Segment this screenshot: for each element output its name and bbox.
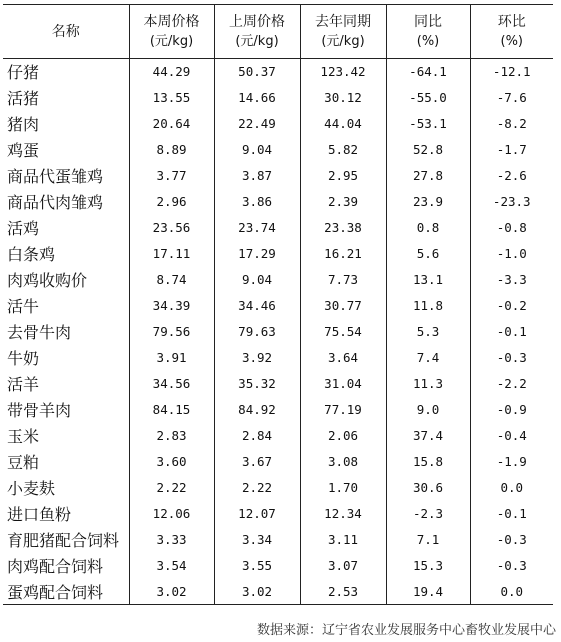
header-name (3, 5, 129, 59)
table-row (3, 397, 553, 423)
table-body (3, 59, 553, 605)
last-week-price-cell: 3.86 (214, 189, 300, 215)
item-name-cell: 活猪 (3, 85, 129, 111)
last-year-price-cell: 2.95 (300, 163, 386, 189)
last-week-price-cell: 9.04 (214, 267, 300, 293)
table-row (3, 579, 553, 605)
table-row (3, 423, 553, 449)
mom-change-cell: -2.6 (496, 168, 527, 183)
mom-change-cell: -12.1 (492, 64, 531, 80)
header-label: 去年同期 (315, 13, 371, 30)
table-row (3, 501, 553, 527)
last-week-price-cell: 50.37 (214, 59, 300, 85)
last-year-price-cell: 12.34 (300, 501, 386, 527)
item-name-cell: 活羊 (3, 371, 129, 397)
header-label: 环比 (497, 13, 526, 30)
this-week-price-cell: 3.60 (129, 449, 214, 475)
last-week-price-cell: 9.04 (214, 137, 300, 163)
last-week-price-cell: 84.92 (214, 397, 300, 423)
header-unit: (元/kg) (321, 33, 365, 49)
last-week-price-cell: 34.46 (214, 293, 300, 319)
this-week-price-cell: 23.56 (129, 215, 214, 241)
table-row (3, 85, 553, 111)
mom-change-cell: -1.7 (496, 142, 527, 157)
mom-change-cell: -0.8 (496, 220, 527, 235)
header-mom (470, 5, 553, 59)
table-row (3, 553, 553, 579)
item-name-cell: 白条鸡 (3, 241, 129, 267)
last-year-price-cell: 2.06 (300, 423, 386, 449)
item-name-cell: 仔猪 (3, 59, 129, 85)
table-row (3, 371, 553, 397)
table-row (3, 137, 553, 163)
this-week-price-cell: 44.29 (129, 59, 214, 85)
item-name-cell: 玉米 (3, 423, 129, 449)
header-unit: (%) (416, 33, 440, 49)
yoy-change-cell: 5.3 (386, 319, 470, 345)
last-year-price-cell: 23.38 (300, 215, 386, 241)
mom-change-cell: -0.3 (496, 558, 527, 573)
item-name-cell: 蛋鸡配合饲料 (3, 579, 129, 605)
table-header (3, 5, 553, 59)
mom-change-cell: 0.0 (500, 583, 524, 599)
mom-change-cell: -1.0 (496, 246, 527, 261)
item-name-cell: 肉鸡收购价 (3, 267, 129, 293)
yoy-change-cell: 7.1 (386, 527, 470, 553)
item-name-cell: 商品代蛋雏鸡 (3, 163, 129, 189)
mom-change-cell: -3.3 (496, 272, 527, 287)
yoy-change-cell: 5.6 (386, 241, 470, 267)
this-week-price-cell: 2.22 (129, 475, 214, 501)
last-year-price-cell: 3.64 (300, 345, 386, 371)
table-row (3, 319, 553, 345)
last-year-price-cell: 7.73 (300, 267, 386, 293)
mom-change-cell: -8.2 (496, 116, 527, 131)
mom-change-cell: -7.6 (496, 90, 527, 105)
table-row (3, 527, 553, 553)
this-week-price-cell: 17.11 (129, 241, 214, 267)
item-name-cell: 活牛 (3, 293, 129, 319)
header-last-year (300, 5, 386, 59)
last-year-price-cell: 123.42 (300, 59, 386, 85)
table-row (3, 475, 553, 501)
header-yoy (386, 5, 470, 59)
yoy-change-cell: 15.3 (386, 553, 470, 579)
last-week-price-cell: 22.49 (214, 111, 300, 137)
mom-change-cell: -1.9 (496, 454, 527, 469)
yoy-change-cell: 37.4 (386, 423, 470, 449)
last-week-price-cell: 2.84 (214, 423, 300, 449)
data-source-note: 数据来源：辽宁省农业发展服务中心畜牧业发展中心 (256, 623, 556, 638)
item-name-cell: 牛奶 (3, 345, 129, 371)
yoy-change-cell: 11.8 (386, 293, 470, 319)
header-unit: (元/kg) (149, 33, 194, 49)
item-name-cell: 小麦麸 (3, 475, 129, 501)
this-week-price-cell: 34.56 (129, 371, 214, 397)
last-year-price-cell: 30.12 (300, 85, 386, 111)
mom-change-cell: -0.1 (496, 506, 527, 521)
mom-change-cell: -23.3 (492, 194, 531, 209)
last-week-price-cell: 14.66 (214, 85, 300, 111)
this-week-price-cell: 84.15 (129, 397, 214, 423)
yoy-change-cell: -64.1 (386, 59, 470, 85)
mom-change-cell: -0.3 (496, 532, 527, 547)
last-year-price-cell: 16.21 (300, 241, 386, 267)
table-row (3, 189, 553, 215)
last-year-price-cell: 3.08 (300, 449, 386, 475)
mom-change-cell: -0.1 (496, 324, 527, 339)
last-week-price-cell: 35.32 (214, 371, 300, 397)
item-name-cell: 带骨羊肉 (3, 397, 129, 423)
item-name-cell: 育肥猪配合饲料 (3, 527, 129, 553)
last-week-price-cell: 3.34 (214, 527, 300, 553)
yoy-change-cell: -53.1 (386, 111, 470, 137)
this-week-price-cell: 8.89 (129, 137, 214, 163)
yoy-change-cell: 9.0 (386, 397, 470, 423)
yoy-change-cell: 13.1 (386, 267, 470, 293)
this-week-price-cell: 3.54 (129, 553, 214, 579)
last-week-price-cell: 2.22 (214, 475, 300, 501)
yoy-change-cell: 11.3 (386, 371, 470, 397)
last-year-price-cell: 31.04 (300, 371, 386, 397)
header-unit: (%) (500, 33, 523, 49)
this-week-price-cell: 12.06 (129, 501, 214, 527)
header-row (3, 5, 553, 59)
table-row (3, 345, 553, 371)
header-last-week (214, 5, 300, 59)
mom-change-cell: -0.9 (496, 402, 527, 417)
item-name-cell: 进口鱼粉 (3, 501, 129, 527)
header-label: 名称 (51, 23, 80, 40)
last-year-price-cell: 2.53 (300, 579, 386, 605)
last-week-price-cell: 17.29 (214, 241, 300, 267)
yoy-change-cell: 52.8 (386, 137, 470, 163)
table-row (3, 111, 553, 137)
last-week-price-cell: 3.92 (214, 345, 300, 371)
yoy-change-cell: 0.8 (386, 215, 470, 241)
last-week-price-cell: 23.74 (214, 215, 300, 241)
table-row (3, 163, 553, 189)
table-row (3, 293, 553, 319)
yoy-change-cell: 19.4 (386, 579, 470, 605)
header-label: 本周价格 (143, 13, 200, 30)
this-week-price-cell: 2.96 (129, 189, 214, 215)
header-this-week (129, 5, 214, 59)
mom-change-cell: -0.4 (496, 428, 527, 443)
price-table-container (3, 4, 553, 605)
this-week-price-cell: 3.77 (129, 163, 214, 189)
this-week-price-cell: 8.74 (129, 267, 214, 293)
item-name-cell: 去骨牛肉 (3, 319, 129, 345)
yoy-change-cell: -55.0 (386, 85, 470, 111)
mom-change-cell: 0.0 (500, 480, 524, 495)
table-row (3, 59, 553, 85)
item-name-cell: 猪肉 (3, 111, 129, 137)
mom-change-cell: -0.2 (496, 298, 527, 313)
item-name-cell: 活鸡 (3, 215, 129, 241)
this-week-price-cell: 3.33 (129, 527, 214, 553)
last-week-price-cell: 3.67 (214, 449, 300, 475)
item-name-cell: 豆粕 (3, 449, 129, 475)
table-row (3, 241, 553, 267)
last-year-price-cell: 3.07 (300, 553, 386, 579)
last-week-price-cell: 3.02 (214, 579, 300, 605)
header-label: 上周价格 (229, 13, 285, 30)
last-week-price-cell: 79.63 (214, 319, 300, 345)
table-row (3, 267, 553, 293)
item-name-cell: 商品代肉雏鸡 (3, 189, 129, 215)
this-week-price-cell: 34.39 (129, 293, 214, 319)
yoy-change-cell: 23.9 (386, 189, 470, 215)
last-week-price-cell: 3.55 (214, 553, 300, 579)
yoy-change-cell: 27.8 (386, 163, 470, 189)
header-unit: (元/kg) (235, 33, 279, 49)
this-week-price-cell: 79.56 (129, 319, 214, 345)
last-year-price-cell: 1.70 (300, 475, 386, 501)
last-year-price-cell: 30.77 (300, 293, 386, 319)
last-year-price-cell: 75.54 (300, 319, 386, 345)
last-year-price-cell: 44.04 (300, 111, 386, 137)
this-week-price-cell: 2.83 (129, 423, 214, 449)
mom-change-cell: -2.2 (496, 376, 527, 391)
last-year-price-cell: 2.39 (300, 189, 386, 215)
table-row (3, 215, 553, 241)
mom-change-cell: -0.3 (496, 350, 527, 365)
yoy-change-cell: 7.4 (386, 345, 470, 371)
this-week-price-cell: 13.55 (129, 85, 214, 111)
this-week-price-cell: 20.64 (129, 111, 214, 137)
yoy-change-cell: 15.8 (386, 449, 470, 475)
item-name-cell: 鸡蛋 (3, 137, 129, 163)
last-week-price-cell: 3.87 (214, 163, 300, 189)
last-year-price-cell: 77.19 (300, 397, 386, 423)
header-label: 同比 (414, 13, 442, 30)
table-row (3, 449, 553, 475)
livestock-price-table (3, 4, 553, 605)
last-year-price-cell: 5.82 (300, 137, 386, 163)
yoy-change-cell: 30.6 (386, 475, 470, 501)
last-year-price-cell: 3.11 (300, 527, 386, 553)
item-name-cell: 肉鸡配合饲料 (3, 553, 129, 579)
this-week-price-cell: 3.91 (129, 345, 214, 371)
yoy-change-cell: -2.3 (386, 501, 470, 527)
this-week-price-cell: 3.02 (129, 579, 214, 605)
last-week-price-cell: 12.07 (214, 501, 300, 527)
